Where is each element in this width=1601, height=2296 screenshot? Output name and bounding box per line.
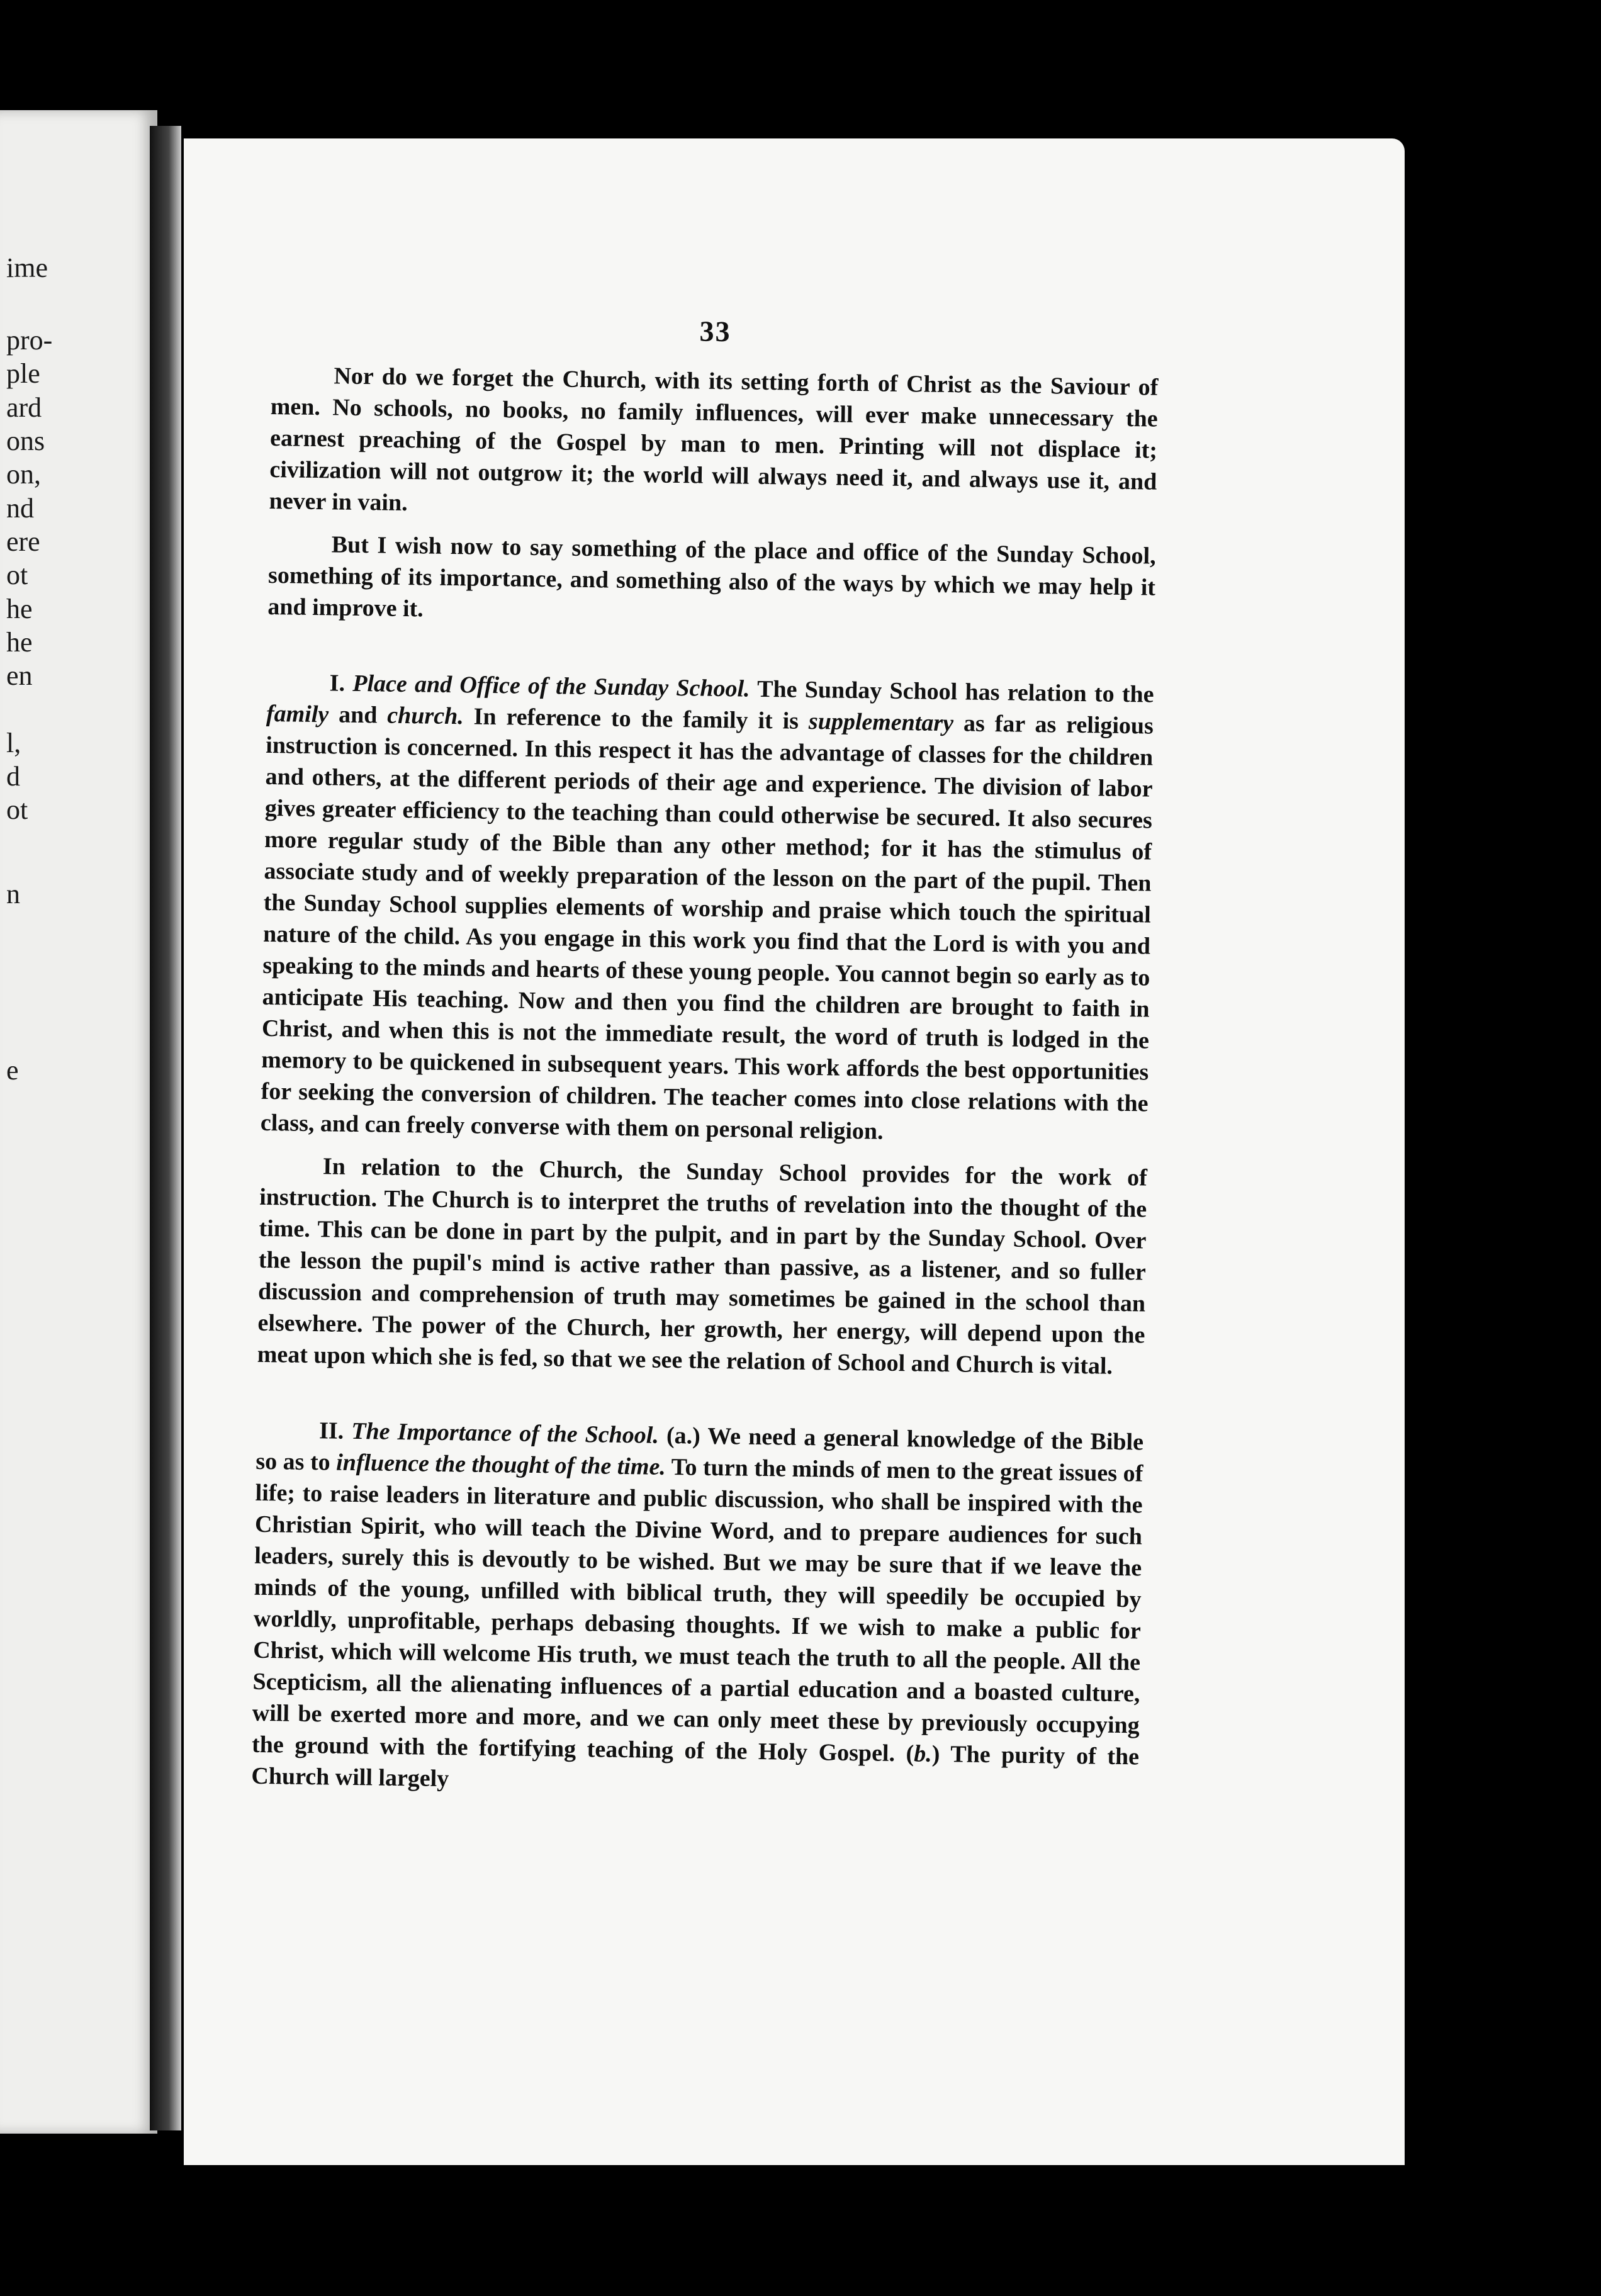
italic-text: family (266, 700, 329, 728)
left-page-fragment: l, (6, 728, 21, 758)
text-run: But I wish now to say something of the place and office of the Sunday School, something of its importance, and something also of the ways by which we may help it and improve it. (267, 531, 1156, 622)
left-page-fragment: en (6, 660, 33, 691)
left-page-fragment: ard (6, 392, 42, 423)
left-page-fragment: pro- (6, 325, 53, 356)
text-run: In relation to the Church, the Sunday School provides for the work of instruction. The Church is to interpret the truths of revelation into the thought of the time. This can be done in part by the pulpit, and in part by the Sunday School. Over the lesson the pupil's mind is active rather than passive, as a listener, and so fuller discussion and comprehension of truth may sometimes be gained in the school than elsewhere. The power of the Church, her growth, her energy, will depend upon the meat upon which she is fed, so that we see the relation of School and Church is vital. (257, 1153, 1148, 1380)
left-page-fragment: nd (6, 493, 34, 524)
left-page-edge (0, 110, 157, 2134)
left-page-fragment: ime (6, 252, 48, 283)
page-content (251, 308, 1159, 1815)
text-run: as far as religious instruction is concerned. In this respect it has the advantage of classes for the children and others, at the different periods of their age and experience. The division of labor gives greater efficiency to the teaching than could otherwise be secured. It also secures more regular study of the Bible than any other method; for it has the stimulus of associate study and of weekly preparation of the lesson on the part of the pupil. Then the Sunday School supplies elements of worship and praise which touch the spiritual nature of the child. As you engage in this work you find that the Lord is with you and speaking to the minds and hearts of these young people. You cannot begin so early as to anticipate His teaching. Now and then you find the children are brought to faith in Christ, and when this is not the immediate result, the word of truth is lodged in the memory to be quickened in subsequent years. This work affords the best opportunities for seeking the conversion of children. The teacher comes into close relations with the class, and can freely converse with them on personal religion. (260, 710, 1154, 1145)
paragraph-p1 (269, 359, 1158, 529)
text-run: Nor do we forget the Church, with its setting forth of Christ as the Saviour of men. No schools, no books, no family influences, will ever make unnecessary the earnest preaching of the Gospel by man to men. Printing will not displace it; civilization will not outgrow it; the world will always need it, and always use it, and never in vain. (269, 363, 1159, 517)
left-page-fragment: he (6, 594, 33, 624)
page-number: 33 (699, 315, 731, 348)
text-run: I. (329, 670, 353, 697)
italic-text: influence the thought of the time. (335, 1449, 666, 1480)
text-run: The Sunday School has relation to the (750, 675, 1154, 708)
italic-text: b. (913, 1740, 933, 1767)
text-run: II. (318, 1417, 352, 1444)
paragraph-p4 (257, 1150, 1147, 1383)
text-run: and (328, 701, 388, 729)
left-page-fragment: ot (6, 560, 28, 590)
left-page-fragment: on, (6, 459, 41, 490)
italic-text: supplementary (808, 707, 954, 737)
text-run: (a.) We need a general knowledge of the Bible so as to (256, 1422, 1144, 1476)
paragraph-p5 (251, 1414, 1143, 1804)
left-page-fragment: ons (6, 425, 45, 456)
left-page-fragment: ple (6, 358, 40, 389)
text-run: In reference to the family it is (463, 703, 809, 734)
left-page-fragment: ere (6, 526, 40, 557)
book-page (184, 138, 1405, 2165)
italic-text: Place and Office of the Sunday School. (352, 670, 750, 702)
left-page-fragment: he (6, 627, 33, 658)
left-page-fragment: ot (6, 794, 28, 825)
page-body (251, 359, 1159, 1804)
italic-text: church. (387, 702, 464, 730)
left-page-fragment: n (6, 879, 20, 909)
left-page-fragment: e (6, 1055, 19, 1086)
italic-text: The Importance of the School. (351, 1417, 660, 1449)
paragraph-p2 (267, 528, 1156, 635)
left-page-fragment: d (6, 761, 20, 792)
paragraph-p3 (261, 667, 1154, 1151)
text-run: ) The purity of the Church will largely (251, 1740, 1140, 1792)
book-gutter (150, 126, 181, 2130)
text-run: To turn the minds of men to the great issues of life; to raise leaders in literature and public discussion, who shall be inspired with the Christian Spirit, who will teach the Divine Word, and to prepare audiences for such leaders, surely this is devoutly to be wished. But we may be sure that if we leave the minds of the young, unfilled with biblical truth, they will speedily be occupied by worldly, unprofitable, perhaps debasing thoughts. If we wish to make a public for Christ, which will welcome His truth, we must teach the truth to all the people. All the Scepticism, all the alienating influences of a partial education and a boasted culture, will be exerted more and more, and we can only meet these by previously occupying the ground with the fortifying teaching of the Holy Gospel. ( (251, 1453, 1143, 1767)
